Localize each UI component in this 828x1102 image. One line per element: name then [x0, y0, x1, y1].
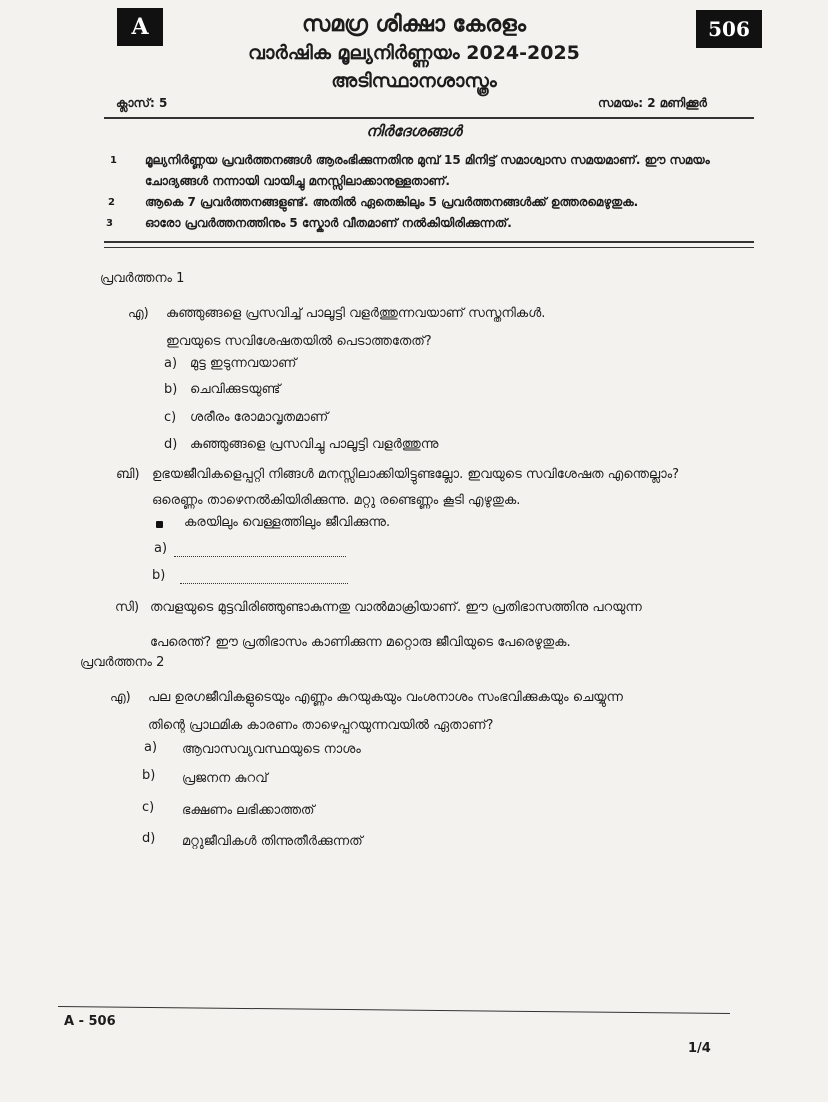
header-divider — [104, 117, 754, 119]
option-text: ശരീരം രോമാവൃതമാണ് — [190, 410, 329, 425]
footer-code: A - 506 — [64, 1014, 116, 1029]
instruction-text: ഓരോ പ്രവർത്തനത്തിനും 5 സ്കോർ വീതമാണ് നൽകിയിരിക്കുന്നത്. — [145, 216, 512, 230]
answer-blank[interactable] — [180, 583, 348, 584]
option-text: കുഞ്ഞുങ്ങളെ പ്രസവിച്ചു പാലൂട്ടി വളർത്തുന്നു — [190, 437, 439, 452]
title-line1: സമഗ്ര ശിക്ഷാ കേരളം — [302, 12, 526, 37]
option-text: പ്രജനന കുറവ് — [182, 771, 268, 786]
footer-divider — [58, 1006, 730, 1014]
class-label: ക്ലാസ്: 5 — [116, 96, 168, 110]
instruction-text: ആകെ 7 പ്രവർത്തനങ്ങളുണ്ട്. അതിൽ ഏതെങ്കിലും 5 പ്രവർത്തനങ്ങൾക്ക് ഉത്തരമെഴുതുക. — [145, 195, 639, 209]
paper-number-badge: 506 — [696, 10, 762, 48]
question-label: സി) — [115, 600, 140, 615]
instructions-divider-top — [104, 241, 754, 243]
option-label: d) — [142, 831, 156, 846]
instructions-divider-bottom — [104, 247, 754, 248]
paper-code-badge: A — [117, 8, 163, 46]
title-line3: അടിസ്ഥാനശാസ്ത്രം — [331, 70, 497, 92]
bullet-icon — [156, 521, 163, 528]
instruction-text: മൂല്യനിർണ്ണയ പ്രവർത്തനങ്ങൾ ആരംഭിക്കുന്നതിനു മുമ്പ് 15 മിനിട്ട് സമാശ്വാസ സമയമാണ്. ഈ സമയം ചോദ്യങ്ങൾ നന്നായി വായിച്ചു മനസ്സിലാക്കാനുള്ളതാണ്. — [145, 153, 710, 188]
question-text: ഉഭയജീവികളെപ്പറ്റി നിങ്ങൾ മനസ്സിലാക്കിയിട്ടുണ്ടല്ലോ. ഇവയുടെ സവിശേഷത എന്തെല്ലാം? — [152, 467, 680, 482]
title-line2: വാർഷിക മൂല്യനിർണ്ണയം 2024-2025 — [248, 42, 580, 64]
activity2-heading: പ്രവർത്തനം 2 — [80, 655, 165, 670]
given-answer: കരയിലും വെള്ളത്തിലും ജീവിക്കുന്നു. — [184, 515, 391, 530]
instructions-heading: നിർദേശങ്ങൾ — [366, 122, 462, 140]
option-label: a) — [164, 356, 178, 371]
question-text: ഒരെണ്ണം താഴെനൽകിയിരിക്കുന്നു. മറ്റു രണ്ടെണ്ണം കൂടി എഴുതുക. — [152, 493, 521, 508]
option-label: d) — [164, 437, 178, 452]
question-text: കുഞ്ഞുങ്ങളെ പ്രസവിച്ച് പാലൂട്ടി വളർത്തുന്നവയാണ് സസ്തനികൾ. — [166, 306, 546, 321]
option-label: c) — [164, 410, 177, 425]
option-label: b) — [142, 768, 156, 783]
option-text: മുട്ട ഇടുന്നവയാണ് — [190, 356, 297, 371]
time-label: സമയം: 2 മണിക്കൂർ — [598, 96, 707, 110]
option-text: ചെവിക്കുടയുണ്ട് — [190, 382, 281, 397]
option-label: a) — [144, 740, 158, 755]
instruction-number: 1 — [110, 155, 117, 166]
option-label: b) — [164, 382, 178, 397]
answer-blank[interactable] — [174, 556, 346, 557]
question-text: ഇവയുടെ സവിശേഷതയിൽ പെടാത്തതേത്? — [166, 334, 432, 349]
activity1-heading: പ്രവർത്തനം 1 — [100, 271, 185, 286]
question-text: തവളയുടെ മുട്ടവിരിഞ്ഞുണ്ടാകുന്നതു വാൽമാക്രിയാണ്. ഈ പ്രതിഭാസത്തിനു പറയുന്ന — [150, 600, 642, 615]
question-label: എ) — [110, 690, 131, 705]
page-number: 1/4 — [688, 1041, 711, 1056]
option-text: മറ്റുജീവികൾ തിന്നുതീർക്കുന്നത് — [182, 834, 363, 849]
question-text: തിന്റെ പ്രാഥമിക കാരണം താഴെപ്പറയുന്നവയിൽ ഏതാണ്? — [148, 718, 494, 733]
question-label: എ) — [128, 306, 149, 321]
blank-label: b) — [152, 568, 166, 583]
instruction-number: 3 — [106, 218, 113, 229]
question-label: ബി) — [116, 467, 140, 482]
question-text: പേരെന്ത്? ഈ പ്രതിഭാസം കാണിക്കുന്ന മറ്റൊരു ജീവിയുടെ പേരെഴുതുക. — [150, 635, 571, 650]
option-text: ആവാസവ്യവസ്ഥയുടെ നാശം — [182, 742, 361, 757]
option-label: c) — [142, 800, 155, 815]
option-text: ഭക്ഷണം ലഭിക്കാത്തത് — [182, 803, 315, 818]
blank-label: a) — [154, 541, 168, 556]
question-text: പല ഉരഗജീവികളുടെയും എണ്ണം കുറയുകയും വംശനാശം സംഭവിക്കുകയും ചെയ്യുന്ന — [148, 690, 623, 705]
instruction-number: 2 — [108, 197, 115, 208]
